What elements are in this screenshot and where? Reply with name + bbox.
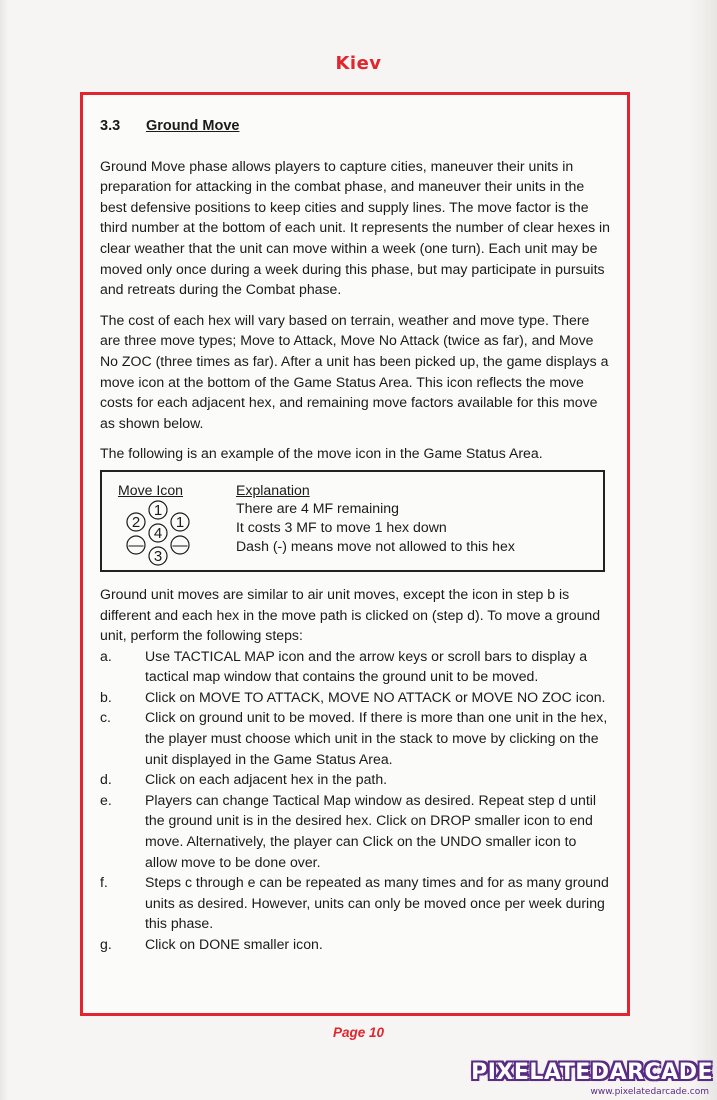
paragraph-intro: Ground Move phase allows players to capture cities, maneuver their units in preparation for attacking in the combat phase, and maneuver their units in the best defensive positions to keep cities and supply lines. The move factor is the third number at the bottom of each unit. It represents the number of clear hexes in clear weather that the unit can move within a week (one turn). Each unit may be moved only once during a week during this phase, but may participate in pursuits and retreats during the Combat phase. (100, 157, 611, 298)
move-icon-example-box (100, 470, 605, 572)
step-text: Click on each adjacent hex in the path. (145, 771, 388, 788)
paragraph-example-lead: The following is an example of the move icon in the Game Status Area. (100, 445, 543, 462)
step-letter: b. (100, 688, 112, 705)
step-text: Use TACTICAL MAP icon and the arrow keys or scroll bars to display a tactical map window that contains the ground unit to be moved. (145, 647, 588, 685)
explanation-line: There are 4 MF remaining (236, 499, 399, 516)
hex-upper-left-value: 2 (131, 513, 141, 531)
step-text: Click on MOVE TO ATTACK, MOVE NO ATTACK or MOVE NO ZOC icon. (145, 688, 606, 705)
watermark-url: www.pixelatedarcade.com (590, 1087, 709, 1097)
step-text: Players can change Tactical Map window as desired. Repeat step d until the ground unit is in the desired hex. Click on DROP smaller icon to end move. Alternatively, the player can Click on the UNDO smaller icon to allow move to be done over. (145, 791, 596, 870)
step-item (100, 769, 610, 790)
step-letter: e. (100, 791, 112, 808)
paragraph-steps-intro: Ground unit moves are similar to air unit moves, except the icon in step b is different and each hex in the move path is clicked on (step d). To move a ground unit, perform the following steps: (100, 585, 601, 644)
step-letter: f. (100, 874, 108, 891)
hex-center-value: 4 (153, 524, 163, 542)
move-icon-hex-diagram (118, 500, 198, 570)
explanation-line: Dash (-) means move not allowed to this hex (236, 537, 515, 554)
hex-upper-right-value: 1 (175, 513, 185, 531)
paragraph-move-types: The cost of each hex will vary based on terrain, weather and move type. There are three move types; Move to Attack, Move No Attack (twice as far), and Move No ZOC (three times as far). After a unit has been picked up, the game displays a move icon at the bottom of the Game Status Area. This icon reflects the move costs for each adjacent hex, and remaining move factors available for this move as shown below. (100, 311, 609, 431)
step-text: Click on DONE smaller icon. (145, 936, 323, 952)
step-text: Click on ground unit to be moved. If there is more than one unit in the hex, the player must choose which unit in the stack to move by clicking on the unit displayed in the Game Status Area. (145, 709, 608, 767)
step-item (100, 687, 610, 708)
step-text: Steps c through e can be repeated as many times and for as many ground units as desired. However, units can only be moved once per week during this phase. (145, 874, 609, 932)
page-content (100, 116, 610, 955)
step-item (100, 790, 610, 872)
step-letter: a. (100, 647, 112, 664)
hex-lower-left-value: — (128, 536, 144, 554)
step-item (100, 707, 610, 769)
step-letter: d. (100, 771, 112, 788)
page-number: Page 10 (332, 1025, 385, 1040)
explanation-column-header: Explanation (236, 481, 310, 498)
watermark-logo: PIXELATEDARCADE (471, 1060, 713, 1085)
hex-bottom-value: 3 (153, 547, 163, 565)
section-title: Ground Move (146, 118, 240, 134)
step-item (100, 872, 610, 934)
hex-top-value: 1 (153, 501, 163, 519)
section-number: 3.3 (100, 118, 121, 134)
step-letter: g. (100, 936, 112, 952)
steps-list (100, 646, 610, 955)
section-heading (100, 116, 610, 137)
step-item (100, 646, 610, 687)
hex-lower-right-value: — (172, 536, 188, 554)
explanation-line: It costs 3 MF to move 1 hex down (236, 518, 447, 535)
page-header-title: Kiev (335, 53, 382, 74)
step-item (100, 934, 610, 955)
step-letter: c. (100, 709, 111, 726)
move-icon-column-header: Move Icon (118, 481, 184, 498)
